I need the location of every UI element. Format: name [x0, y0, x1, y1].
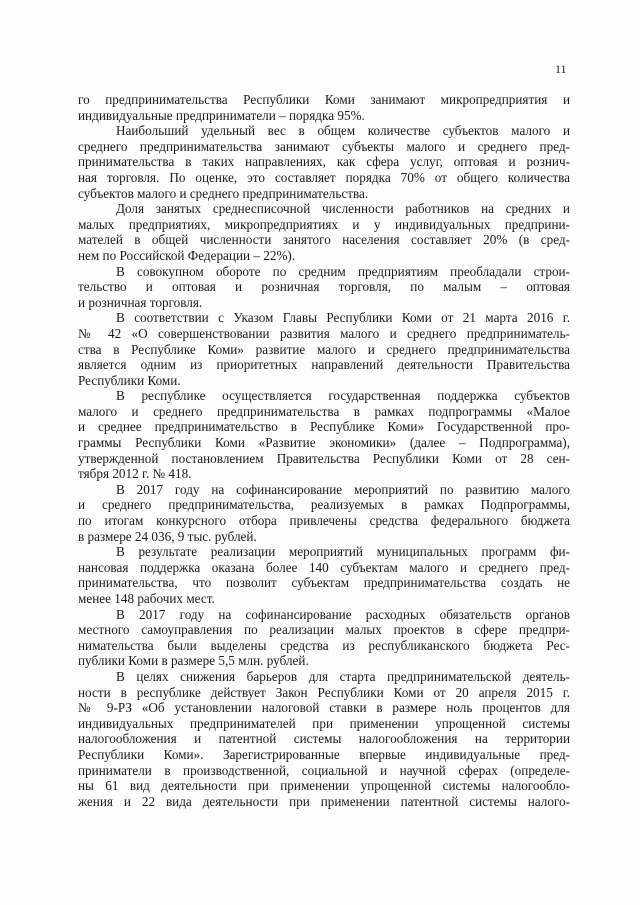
text-line: принимательства, что позволит субъектам предпринимательства создать не [78, 575, 570, 591]
text-line: малых предприятиях, микропредприятиях и у индивидуальных предприни- [78, 216, 570, 232]
text-line: нем по Российской Федерации – 22%). [78, 247, 296, 263]
text-line: Республики Коми». Зарегистрированные впервые индивидуальные пред- [78, 746, 570, 762]
text-line: индивидуальные предприниматели – порядка 95%. [78, 107, 365, 123]
text-line: ная торговля. По оценке, это составляет порядка 70% от общего количества [78, 169, 570, 185]
text-line: в размере 24 036, 9 тыс. рублей. [78, 528, 257, 544]
text-line: публики Коми в размере 5,5 млн. рублей. [78, 653, 309, 669]
text-line: менее 148 рабочих мест. [78, 591, 215, 606]
text-line: является одним из приоритетных направлений деятельности Правительства [78, 357, 570, 373]
text-line: нансовая поддержка оказана более 140 субъектам малого и среднего пред- [78, 559, 570, 575]
text-line: В совокупном обороте по средним предприятиям преобладали строи- [116, 263, 570, 279]
text-line: субъектов малого и среднего предпринимательства. [78, 185, 369, 201]
text-line: В 2017 году на софинансирование расходных обязательств органов [116, 606, 570, 622]
paragraph [78, 388, 570, 482]
page-number: 11 [555, 62, 567, 76]
body-text [78, 92, 570, 809]
text-line: Доля занятых среднесписочной численности работников на средних и [116, 201, 570, 217]
text-line: и среднего предпринимательства, реализуемых в рамках Подпрограммы, [78, 497, 570, 513]
text-line: Наибольший удельный вес в общем количестве субъектов малого и [116, 123, 570, 139]
text-line: В республике осуществляется государственная поддержка субъектов [116, 388, 570, 404]
paragraph [78, 264, 570, 311]
text-line: по итогам конкурсного отбора привлечены средства федерального бюджета [78, 513, 570, 529]
text-line: налогообложения и патентной системы налогообложения на территории [78, 731, 570, 747]
paragraph [78, 544, 570, 606]
text-line: Республики Коми. [78, 372, 181, 388]
text-line: тября 2012 г. № 418. [78, 466, 192, 482]
text-line: малого и среднего предпринимательства в рамках подпрограммы «Малое [78, 403, 570, 419]
paragraph [78, 607, 570, 669]
text-line: В результате реализации мероприятий муниципальных программ фи- [116, 544, 570, 560]
text-line: № 42 «О совершенствовании развития малого и среднего предприниматель- [78, 325, 570, 341]
text-line: утвержденной постановлением Правительства Республики Коми от 28 сен- [78, 450, 570, 466]
text-line: В целях снижения барьеров для старта предпринимательской деятель- [116, 668, 570, 684]
text-line: индивидуальных предпринимателей при применении упрощенной системы [78, 715, 570, 731]
text-line: В соответствии с Указом Главы Республики Коми от 21 марта 2016 г. [116, 310, 570, 326]
text-line: принимательства в таких направлениях, как сфера услуг, оптовая и рознич- [78, 154, 570, 170]
text-line: и розничная торговля. [78, 294, 203, 310]
text-line: го предпринимательства Республики Коми занимают микропредприятия и [78, 92, 570, 107]
paragraph [78, 201, 570, 263]
paragraph [78, 669, 570, 809]
text-line: ности в республике действует Закон Республики Коми от 20 апреля 2015 г. [78, 684, 570, 700]
text-line: среднего предпринимательства занимают субъекты малого и среднего пред- [78, 138, 570, 154]
text-line: и среднее предпринимательство в Республике Коми» Государственной про- [78, 419, 570, 435]
text-line: граммы Республики Коми «Развитие экономики» (далее – Подпрограмма), [78, 435, 570, 451]
text-line: мателей в общей численности занятого населения составляет 20% (в сред- [78, 232, 570, 248]
paragraph [78, 92, 570, 123]
text-line: ны 61 вид деятельности при применении упрощенной системы налогообло- [78, 778, 570, 794]
text-line: нимательства были выделены средства из республиканского бюджета Рес- [78, 637, 570, 653]
text-line: тельство и оптовая и розничная торговля, по малым – оптовая [78, 279, 570, 295]
text-line: В 2017 году на софинансирование мероприятий по развитию малого [116, 481, 570, 497]
text-line: № 9-РЗ «Об установлении налоговой ставки в размере ноль процентов для [78, 700, 570, 716]
paragraph [78, 482, 570, 544]
paragraph [78, 310, 570, 388]
paragraph [78, 123, 570, 201]
text-line: местного самоуправления по реализации малых проектов в сфере предпри- [78, 622, 570, 638]
text-line: жения и 22 вида деятельности при применении патентной системы налого- [78, 793, 570, 809]
text-line: ства в Республике Коми» развитие малого и среднего предпринимательства [78, 341, 570, 357]
text-line: приниматели в производственной, социальной и научной сферах (определе- [78, 762, 570, 778]
